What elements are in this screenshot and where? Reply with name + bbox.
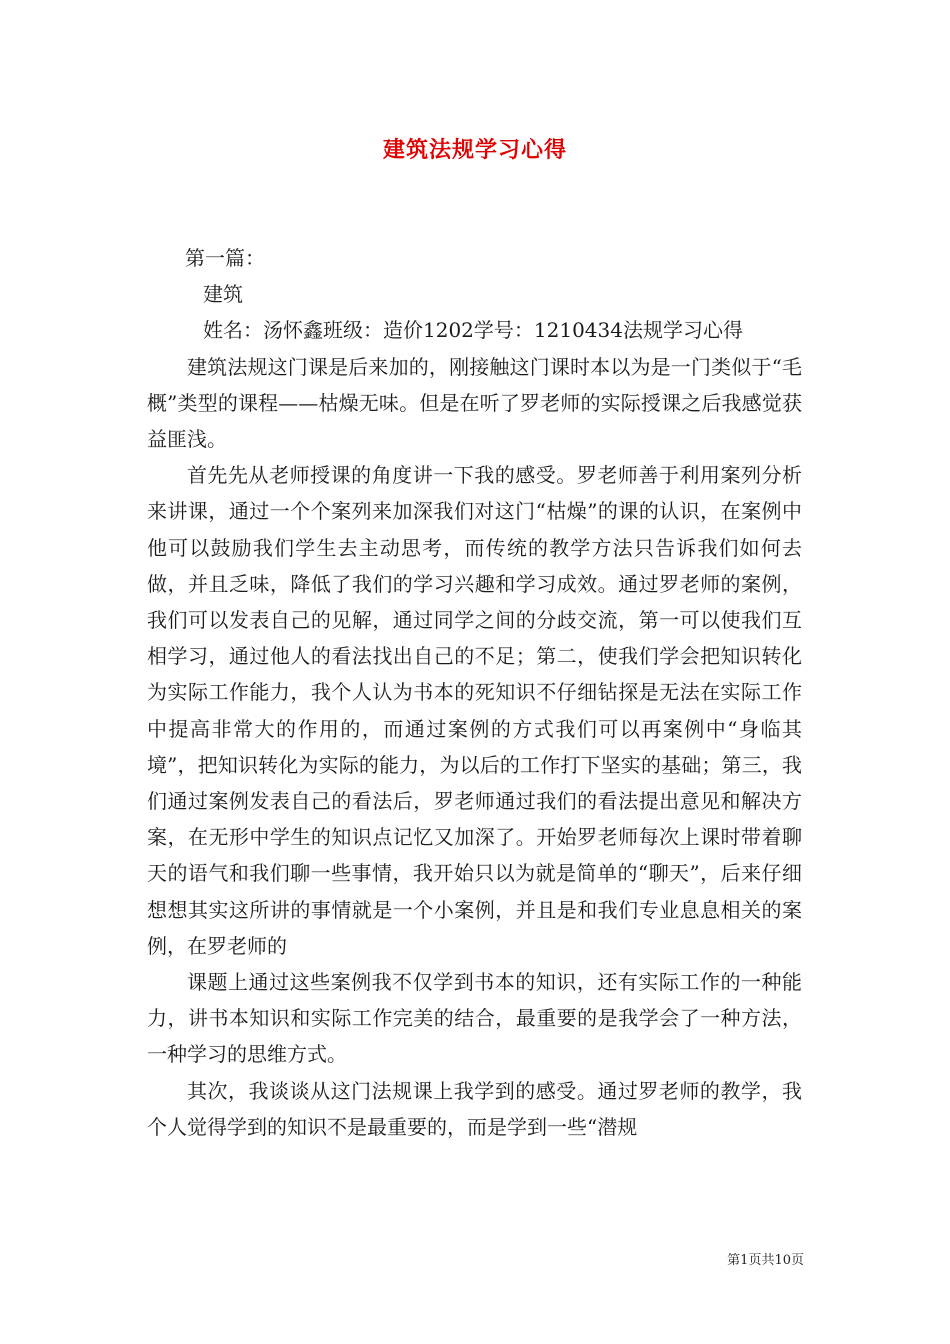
section-heading: 第一篇： [185, 246, 265, 270]
document-body [147, 240, 802, 1145]
document-title: 建筑法规学习心得 [382, 137, 567, 163]
paragraph: 建筑 [203, 282, 243, 307]
paragraph: 建筑法规这门课是后来加的，刚接触这门课时本以为是一门类似于“毛概”类型的课程——枯燥无味。但是在听了罗老师的实际授课之后我感觉获益匪浅。 [147, 354, 802, 452]
paragraph: 其次，我谈谈从这门法规课上我学到的感受。通过罗老师的教学，我个人觉得学到的知识不是最重要的，而是学到一些“潜规 [147, 1078, 802, 1139]
page-number: 第1页共10页 [727, 1253, 804, 1268]
student-info-line: 姓名：汤怀鑫班级：造价1202学号：1210434法规学习心得 [203, 318, 743, 343]
paragraph: 课题上通过这些案例我不仅学到书本的知识，还有实际工作的一种能力，讲书本知识和实际工作完美的结合，最重要的是我学会了一种方法，一种学习的思维方式。 [147, 970, 802, 1067]
paragraph: 首先先从老师授课的角度讲一下我的感受。罗老师善于利用案列分析来讲课，通过一个个案列来加深我们对这门“枯燥”的课的认识，在案例中他可以鼓励我们学生去主动思考，而传统的教学方法只告诉我们如何去做，并且乏味，降低了我们的学习兴趣和学习成效。通过罗老师的案例，我们可以发表自己的见解，通过同学之间的分歧交流，第一可以使我们互相学习，通过他人的看法找出自己的不足；第二，使我们学会把知识转化为实际工作能力，我个人认为书本的死知识不仔细钻探是无法在实际工作中提高非常大的作用的，而通过案例的方式我们可以再案例中“身临其境”，把知识转化为实际的能力，为以后的工作打下坚实的基础；第三，我们通过案例发表自己的看法后，罗老师通过我们的看法提出意见和解决方案，在无形中学生的知识点记忆又加深了。开始罗老师每次上课时带着聊天的语气和我们聊一些事情，我开始只以为就是简单的“聊天”，后来仔细想想其实这所讲的事情就是一个小案例，并且是和我们专业息息相关的案例，在罗老师的 [147, 463, 802, 958]
